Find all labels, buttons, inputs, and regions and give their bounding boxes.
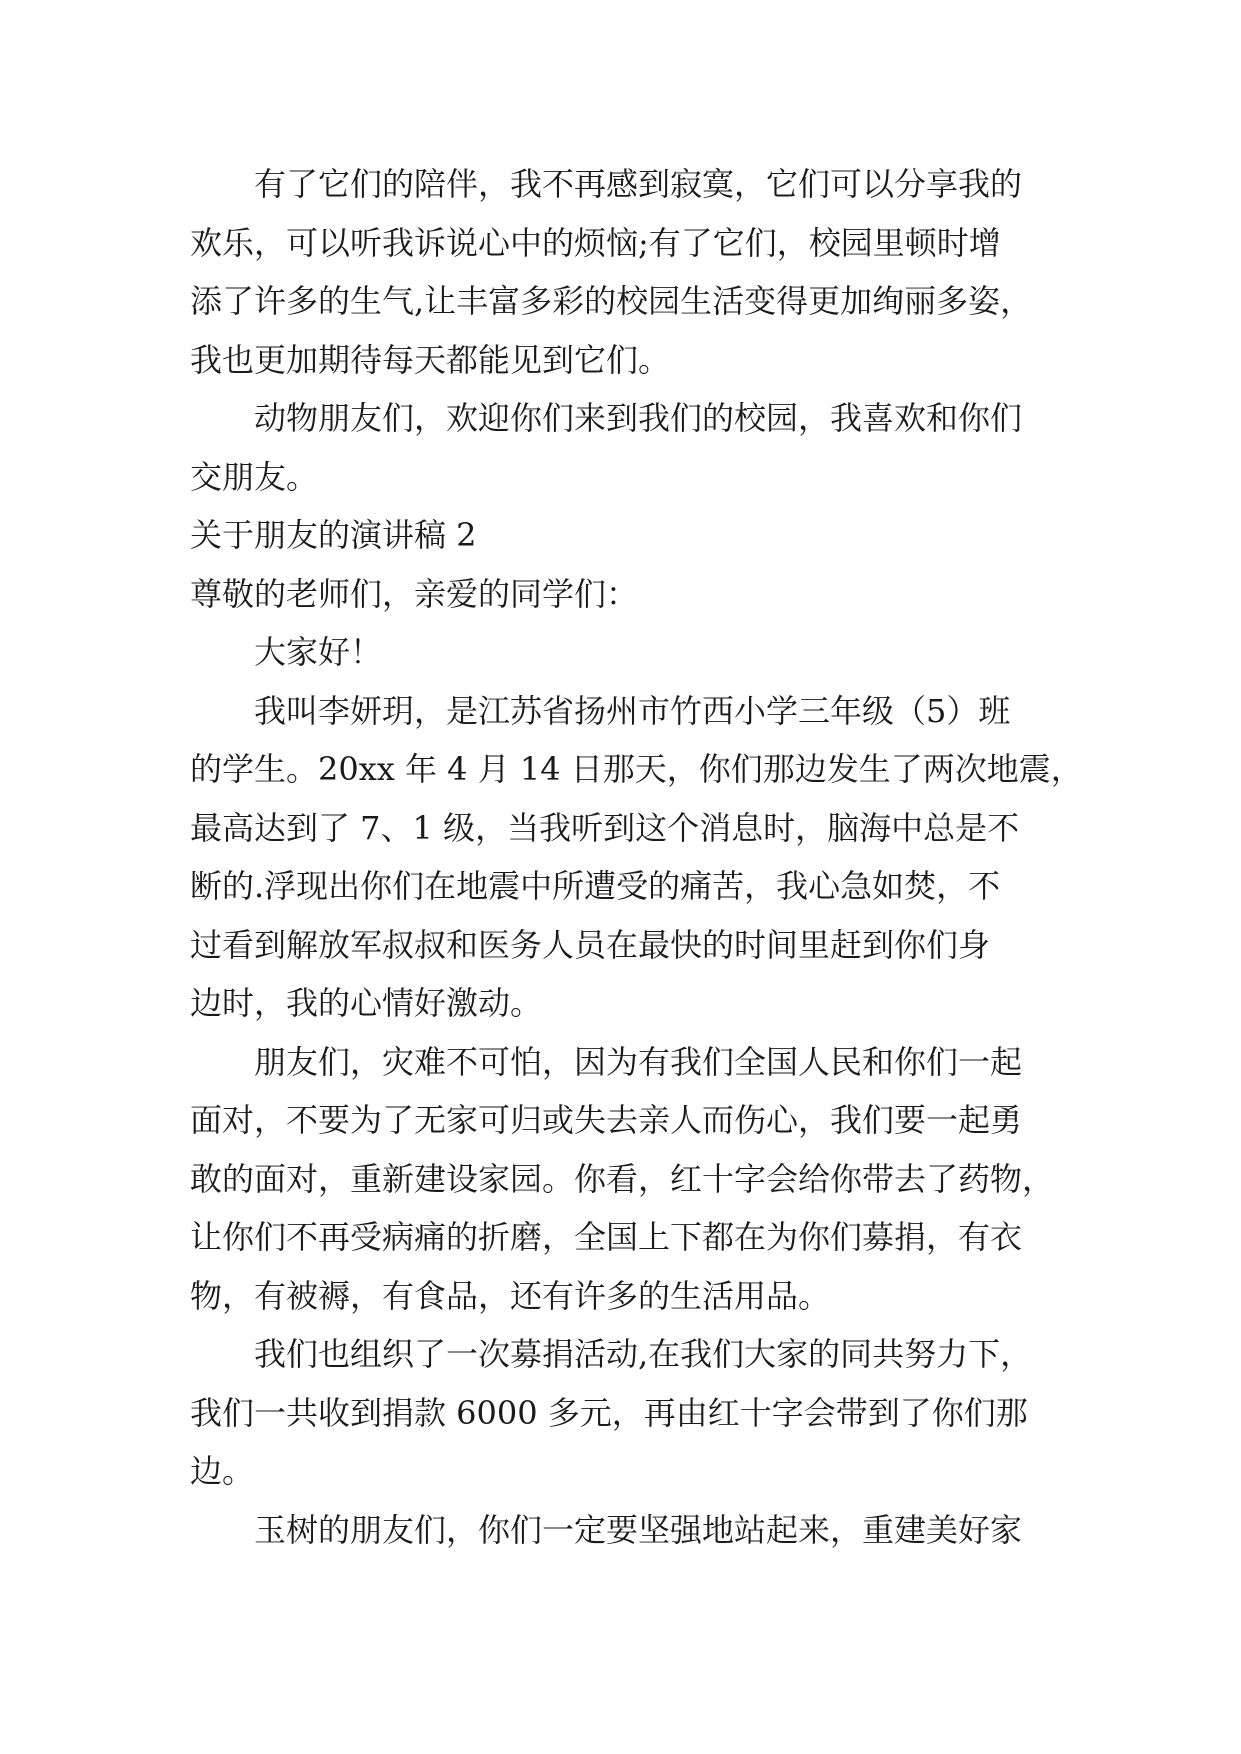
- text-line: 断的.浮现出你们在地震中所遭受的痛苦，我心急如焚，不: [190, 867, 1001, 905]
- greeting: 大家好！: [254, 633, 383, 671]
- text-line: 我也更加期待每天都能见到它们。: [190, 340, 671, 379]
- text-line: 边。: [190, 1452, 255, 1490]
- text-line: 最高达到了 7、1 级，当我听到这个消息时，脑海中总是不: [190, 808, 1020, 847]
- text-line: 动物朋友们，欢迎你们来到我们的校园，我喜欢和你们: [254, 399, 1023, 437]
- text-line: 有了它们的陪伴，我不再感到寂寞，它们可以分享我的: [254, 165, 1023, 203]
- text-line: 面对，不要为了无家可归或失去亲人而伤心，我们要一起勇: [190, 1101, 1023, 1139]
- text-line: 让你们不再受病痛的折磨，全国上下都在为你们募捐，有衣: [190, 1218, 1023, 1256]
- text-line: 边时，我的心情好激动。: [190, 984, 543, 1022]
- text-line: 交朋友。: [190, 457, 319, 496]
- text-line: 我们一共收到捐款 6000 多元，再由红十字会带到了你们那: [190, 1393, 1028, 1432]
- text-line: 过看到解放军叔叔和医务人员在最快的时间里赶到你们身: [190, 925, 991, 964]
- text-line: 物，有被褥，有食品，还有许多的生活用品。: [190, 1276, 831, 1315]
- text-line: 我们也组织了一次募捐活动,在我们大家的同共努力下，: [254, 1335, 1033, 1373]
- text-line: 朋友们，灾难不可怕，因为有我们全国人民和你们一起: [254, 1042, 1023, 1081]
- document-body: [190, 155, 1090, 1559]
- text-line: 添了许多的生气,让丰富多彩的校园生活变得更加绚丽多姿，: [190, 282, 1033, 320]
- text-line: 欢乐，可以听我诉说心中的烦恼;有了它们，校园里顿时增: [190, 223, 1001, 262]
- text-line: 我叫李妍玥，是江苏省扬州市竹西小学三年级（5）班: [254, 691, 1011, 730]
- text-line: 玉树的朋友们，你们一定要坚强地站起来，重建美好家: [254, 1510, 1023, 1549]
- salutation: 尊敬的老师们，亲爱的同学们：: [190, 574, 639, 613]
- section-title: 关于朋友的演讲稿 2: [190, 516, 477, 554]
- text-line: 的学生。20xx 年 4 月 14 日那天，你们那边发生了两次地震，: [190, 750, 1083, 788]
- text-line: 敢的面对，重新建设家园。你看，红十字会给你带去了药物，: [190, 1159, 1055, 1198]
